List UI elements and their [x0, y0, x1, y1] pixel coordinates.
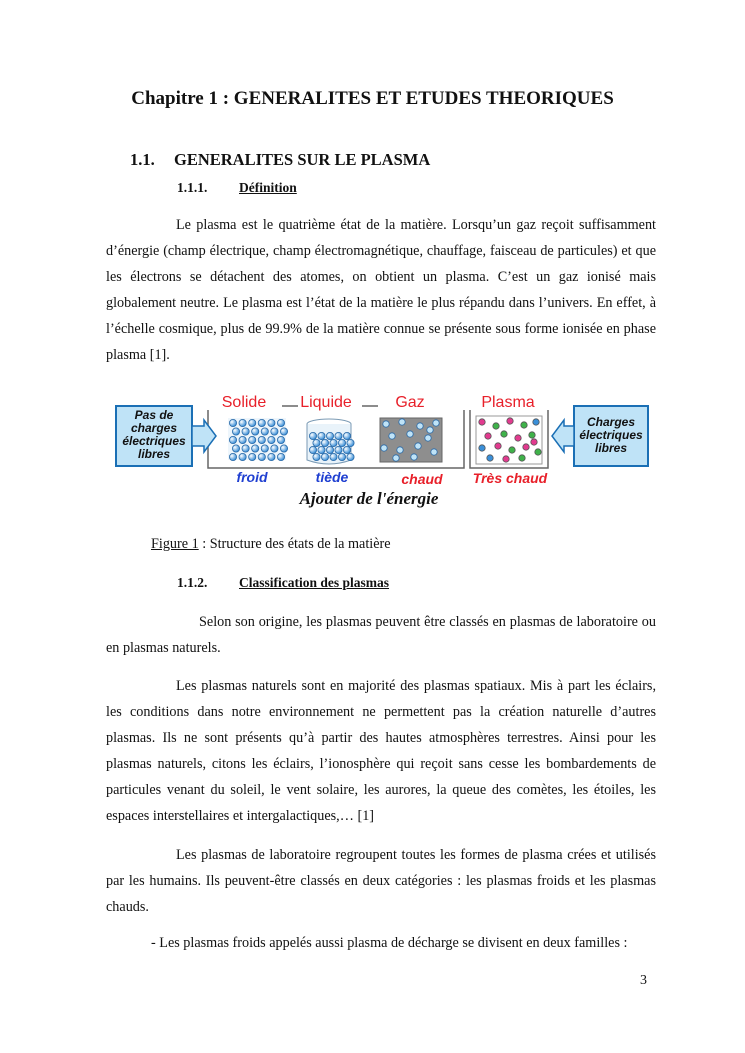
- particle: [321, 453, 328, 460]
- paragraph-text: Les plasmas naturels sont en majorité des plasmas spatiaux. Mis à part les éclairs, les conditions dans notre environnement ne permettent pas la création naturelle d’autres plasmas. Ils ne sont présents qu’à partir des hautes atmosphères terrestres. Ainsi pour les plasmas naturels, citons les éclairs, l’ionosphère qui reçoit sans cesse les bombardements de particules venant du soleil, le vent solaire, les aurores, la queue des comètes, les étoiles, les espaces interstellaires et intergalactiques,… [1]: [106, 678, 656, 824]
- particle: [277, 436, 284, 443]
- particle: [433, 420, 439, 426]
- particle: [343, 446, 350, 453]
- particle: [280, 428, 287, 435]
- particle: [523, 444, 529, 450]
- particle: [249, 419, 256, 426]
- particle: [313, 439, 320, 446]
- particle: [381, 445, 387, 451]
- particle: [261, 445, 268, 452]
- particle: [258, 436, 265, 443]
- subsection-title: Classification des plasmas: [239, 575, 390, 590]
- cold-plasma-bullet: - Les plasmas froids appelés aussi plasma de décharge se divisent en deux familles :: [151, 935, 628, 951]
- particle: [487, 455, 493, 461]
- particle: [335, 432, 342, 439]
- particle: [535, 449, 541, 455]
- particle: [239, 453, 246, 460]
- particle: [347, 453, 354, 460]
- particle: [229, 419, 236, 426]
- right-box-line: électriques: [579, 428, 643, 442]
- subsection-heading-definition: [177, 180, 297, 196]
- particle: [249, 453, 256, 460]
- particle: [425, 435, 431, 441]
- particle: [239, 436, 246, 443]
- particle: [277, 453, 284, 460]
- particle: [313, 453, 320, 460]
- particle: [232, 445, 239, 452]
- solid-lattice-illustration: [228, 418, 288, 461]
- particle: [509, 447, 515, 453]
- particle: [397, 447, 403, 453]
- subsection-number: 1.1.2.: [177, 575, 208, 590]
- particle: [521, 422, 527, 428]
- left-box-line: charges: [130, 421, 178, 435]
- particle: [531, 439, 537, 445]
- particle: [407, 431, 413, 437]
- particle: [268, 436, 275, 443]
- particle: [271, 445, 278, 452]
- state-label-solide: Solide: [221, 394, 267, 411]
- particle: [277, 419, 284, 426]
- right-box-line: Charges: [586, 415, 636, 429]
- particle: [330, 453, 337, 460]
- particle: [318, 432, 325, 439]
- liquid-beaker-illustration: [307, 419, 354, 464]
- particle: [309, 432, 316, 439]
- particle: [335, 446, 342, 453]
- particle: [252, 428, 259, 435]
- temp-label-tiede: tiède: [315, 469, 349, 485]
- particle: [326, 446, 333, 453]
- particle: [393, 455, 399, 461]
- particle: [485, 433, 491, 439]
- particle: [318, 446, 325, 453]
- particle: [229, 436, 236, 443]
- energy-label: Ajouter de l'énergie: [299, 489, 439, 508]
- definition-paragraph: [106, 212, 656, 368]
- figure-caption-label: Figure 1: [151, 536, 199, 552]
- right-arrow-icon: [192, 420, 216, 452]
- particle: [515, 435, 521, 441]
- subsection-title: Définition: [239, 180, 297, 195]
- particle: [258, 419, 265, 426]
- paragraph-text: Les plasmas de laboratoire regroupent toutes les formes de plasma crées et utilisés par les humains. Ils peuvent-être classés en deux catégories : les plasmas froids et les plasmas chauds.: [106, 847, 656, 915]
- chapter-title: Chapitre 1 : GENERALITES ET ETUDES THEORIQUES: [131, 88, 614, 109]
- left-box-line: libres: [137, 447, 171, 461]
- left-box-line: électriques: [122, 434, 186, 448]
- particle: [431, 449, 437, 455]
- particle: [411, 454, 417, 460]
- particle: [338, 439, 345, 446]
- left-arrow-icon: [552, 420, 574, 452]
- particle: [242, 445, 249, 452]
- particle: [427, 427, 433, 433]
- particle: [495, 443, 501, 449]
- particle: [239, 419, 246, 426]
- particle: [258, 453, 265, 460]
- right-box-line: libres: [594, 441, 628, 455]
- gas-box-illustration: [380, 418, 442, 462]
- classification-paragraph: [106, 609, 656, 661]
- particle: [389, 433, 395, 439]
- particle: [232, 428, 239, 435]
- subsection-heading-classification: [177, 575, 389, 591]
- particle: [268, 453, 275, 460]
- particle: [519, 455, 525, 461]
- section-heading: [130, 150, 430, 170]
- temp-label-chaud: chaud: [401, 471, 443, 487]
- particle: [479, 445, 485, 451]
- particle: [507, 418, 513, 424]
- particle: [399, 419, 405, 425]
- particle: [271, 428, 278, 435]
- particle: [533, 419, 539, 425]
- plasma-box-illustration: [476, 416, 542, 464]
- particle: [326, 432, 333, 439]
- particle: [415, 443, 421, 449]
- particle: [383, 421, 389, 427]
- particle: [261, 428, 268, 435]
- particle: [338, 453, 345, 460]
- particle: [242, 428, 249, 435]
- particle: [503, 456, 509, 462]
- left-box-line: Pas de: [134, 408, 174, 422]
- particle: [229, 453, 236, 460]
- particle: [501, 431, 507, 437]
- particle: [321, 439, 328, 446]
- particle: [529, 432, 535, 438]
- section-title: GENERALITES SUR LE PLASMA: [174, 150, 431, 169]
- natural-plasma-paragraph: [106, 673, 656, 829]
- state-label-gaz: Gaz: [395, 394, 425, 411]
- state-label-plasma: Plasma: [481, 394, 535, 411]
- laboratory-plasma-paragraph: [106, 842, 656, 920]
- states-of-matter-figure: [112, 386, 652, 510]
- paragraph-text: Selon son origine, les plasmas peuvent être classés en plasmas de laboratoire ou en plasmas naturels.: [106, 614, 656, 656]
- page-number: 3: [640, 973, 647, 988]
- figure-caption-text: : Structure des états de la matière: [198, 536, 391, 552]
- particle: [268, 419, 275, 426]
- temp-label-tres-chaud: Très chaud: [472, 470, 548, 486]
- particle: [493, 423, 499, 429]
- particle: [249, 436, 256, 443]
- particle: [343, 432, 350, 439]
- subsection-number: 1.1.1.: [177, 180, 208, 195]
- paragraph-text: Le plasma est le quatrième état de la matière. Lorsqu’un gaz reçoit suffisamment d’énergie (champ électrique, champ électromagnétique, chauffage, faisceau de particules) et que les électrons se détachent des atomes, on obtient un plasma. C’est un gaz ionisé mais globalement neutre. Le plasma est l’état de la matière le plus répandu dans l’univers. En effet, à l’échelle cosmique, plus de 99.9% de la matière connue se présente sous forme ionisée en phase plasma [1].: [106, 217, 656, 363]
- particle: [330, 439, 337, 446]
- section-number: 1.1.: [130, 150, 155, 169]
- figure-caption: [151, 536, 391, 553]
- temp-label-froid: froid: [236, 469, 268, 485]
- particle: [252, 445, 259, 452]
- state-label-liquide: Liquide: [300, 394, 352, 411]
- particle: [417, 423, 423, 429]
- particle: [280, 445, 287, 452]
- particle: [309, 446, 316, 453]
- particle: [347, 439, 354, 446]
- particle: [479, 419, 485, 425]
